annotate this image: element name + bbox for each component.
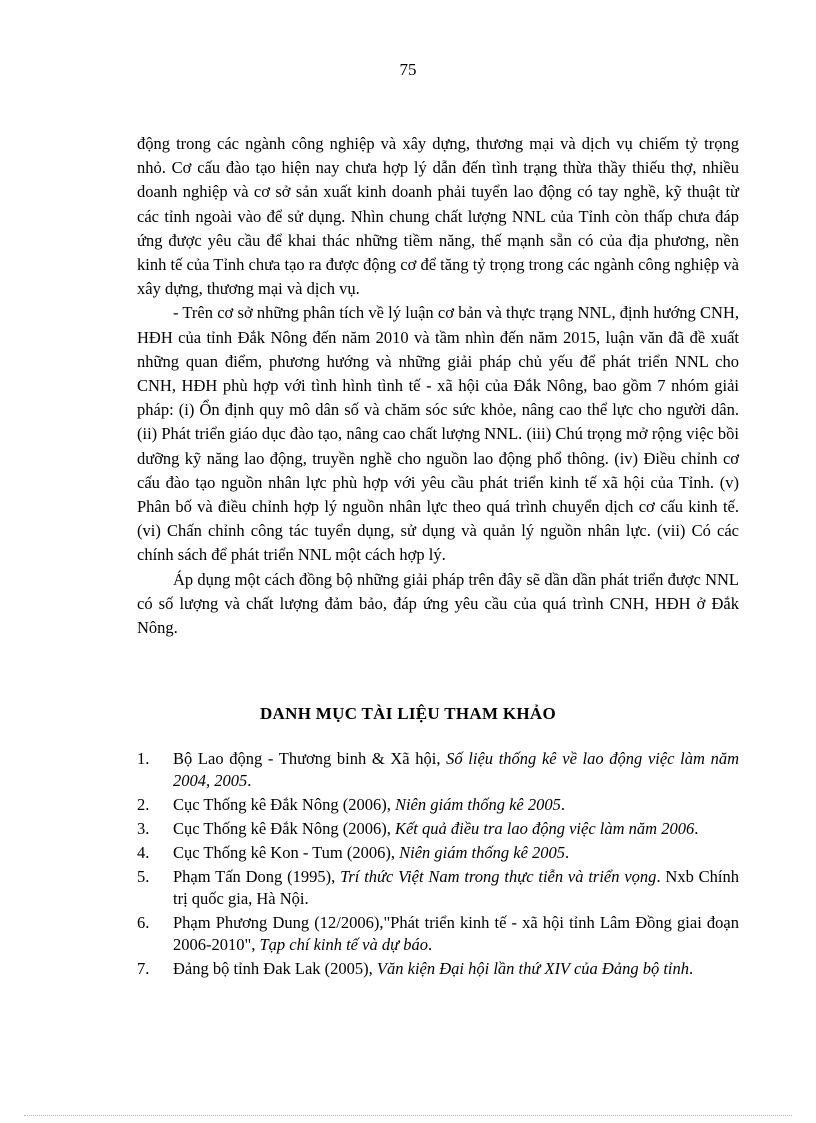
reference-item xyxy=(137,818,739,840)
reference-item xyxy=(137,842,739,864)
reference-author: Cục Thống kê Kon - Tum (2006), xyxy=(173,843,400,862)
reference-item xyxy=(137,748,739,792)
reference-item xyxy=(137,912,739,956)
reference-title: Số liệu thống kê về lao động việc làm năm 2004, 2005 xyxy=(173,749,739,790)
reference-item xyxy=(137,958,739,980)
reference-author: Phạm Tấn Dong (1995), xyxy=(173,867,341,886)
reference-author: Đảng bộ tỉnh Đak Lak (2005), xyxy=(173,959,377,978)
reference-title: Niên giám thống kê 2005 xyxy=(399,843,566,862)
reference-suffix: . xyxy=(560,795,565,814)
reference-title: Tạp chí kinh tế và dự báo xyxy=(259,935,428,954)
reference-number: 3. xyxy=(137,819,150,838)
paragraph-solutions: - Trên cơ sở những phân tích về lý luận cơ bản và thực trạng NNL, định hướng CNH, HĐH của tỉnh Đắk Nông đến năm 2010 và tầm nhìn đến năm 2015, luận văn đã đề xuất những quan điểm, phương hướng và những giải pháp chủ yếu để phát triển NNL cho CNH, HĐH phù hợp với tình hình tình tế - xã hội của Đắk Nông, bao gồm 7 nhóm giải pháp: (i) Ổn định quy mô dân số và chăm sóc sức khỏe, nâng cao thể lực cho người dân. (ii) Phát triển giáo dục đào tạo, nâng cao chất lượng NNL. (iii) Chú trọng mở rộng việc bồi dưỡng kỹ năng lao động, truyền nghề cho nguồn lao động phổ thông. (iv) Điều chỉnh cơ cấu đào tạo nguồn nhân lực phù hợp với yêu cầu phát triển kinh tế xã hội của Tỉnh. (v) Phân bố và điều chỉnh hợp lý nguồn nhân lực theo quá trình chuyển dịch cơ cấu kinh tế. (vi) Chấn chỉnh công tác tuyển dụng, sử dụng và quản lý nguồn nhân lực. (vii) Có các chính sách để phát triển NNL một cách hợp lý. xyxy=(137,303,739,565)
reference-number: 2. xyxy=(137,795,150,814)
reference-item xyxy=(137,866,739,910)
reference-number: 5. xyxy=(137,867,150,886)
reference-title: Niên giám thống kê 2005 xyxy=(394,795,561,814)
reference-title: Kết quả điều tra lao động việc làm năm 2006 xyxy=(394,819,695,838)
body-text xyxy=(137,132,739,640)
reference-number: 1. xyxy=(137,749,150,768)
page-footer-divider xyxy=(24,1115,792,1116)
reference-number: 4. xyxy=(137,843,150,862)
paragraph-continuation: động trong các ngành công nghiệp và xây dựng, thương mại và dịch vụ chiếm tỷ trọng nhỏ. Cơ cấu đào tạo hiện nay chưa hợp lý dẫn đến tình trạng thừa thầy thiếu thợ, nhiều doanh nghiệp và cơ sở sản xuất kinh doanh phải tuyển lao động có tay nghề, kỹ thuật từ các tỉnh ngoài vào để sử dụng. Nhìn chung chất lượng NNL của Tỉnh còn thấp chưa đáp ứng được yêu cầu để khai thác những tiềm năng, thế mạnh sẵn có của địa phương, nền kinh tế của Tỉnh chưa tạo ra được động cơ để tăng tỷ trọng trong các ngành công nghiệp và xây dựng, thương mại và dịch vụ. xyxy=(137,134,739,299)
reference-suffix: . xyxy=(694,819,699,838)
reference-number: 7. xyxy=(137,959,150,978)
reference-suffix: . xyxy=(689,959,694,978)
reference-suffix: . xyxy=(565,843,570,862)
page-number: 75 xyxy=(399,60,417,79)
reference-number: 6. xyxy=(137,913,150,932)
reference-list xyxy=(137,748,739,982)
reference-author: Cục Thống kê Đắk Nông (2006), xyxy=(173,795,395,814)
reference-title: Trí thức Việt Nam trong thực tiễn và triển vọng xyxy=(340,867,657,886)
reference-suffix: . xyxy=(427,935,433,954)
reference-author: Bộ Lao động - Thương binh & Xã hội, xyxy=(173,749,447,768)
reference-suffix: . xyxy=(247,771,252,790)
references-heading: DANH MỤC TÀI LIỆU THAM KHẢO xyxy=(259,704,557,723)
reference-item xyxy=(137,794,739,816)
reference-title: Văn kiện Đại hội lần thứ XIV của Đảng bộ tỉnh xyxy=(376,959,689,978)
reference-suffix: . Nxb Chính trị quốc gia, Hà Nội. xyxy=(173,867,739,908)
paragraph-conclusion: Áp dụng một cách đồng bộ những giải pháp trên đây sẽ dần dần phát triển được NNL có số lượng và chất lượng đảm bảo, đáp ứng yêu cầu của quá trình CNH, HĐH ở Đắk Nông. xyxy=(137,569,739,638)
reference-author: Cục Thống kê Đắk Nông (2006), xyxy=(173,819,395,838)
reference-author: Phạm Phương Dung (12/2006),"Phát triển kinh tế - xã hội tỉnh Lâm Đồng giai đoạn 2006-2010", xyxy=(173,913,739,954)
